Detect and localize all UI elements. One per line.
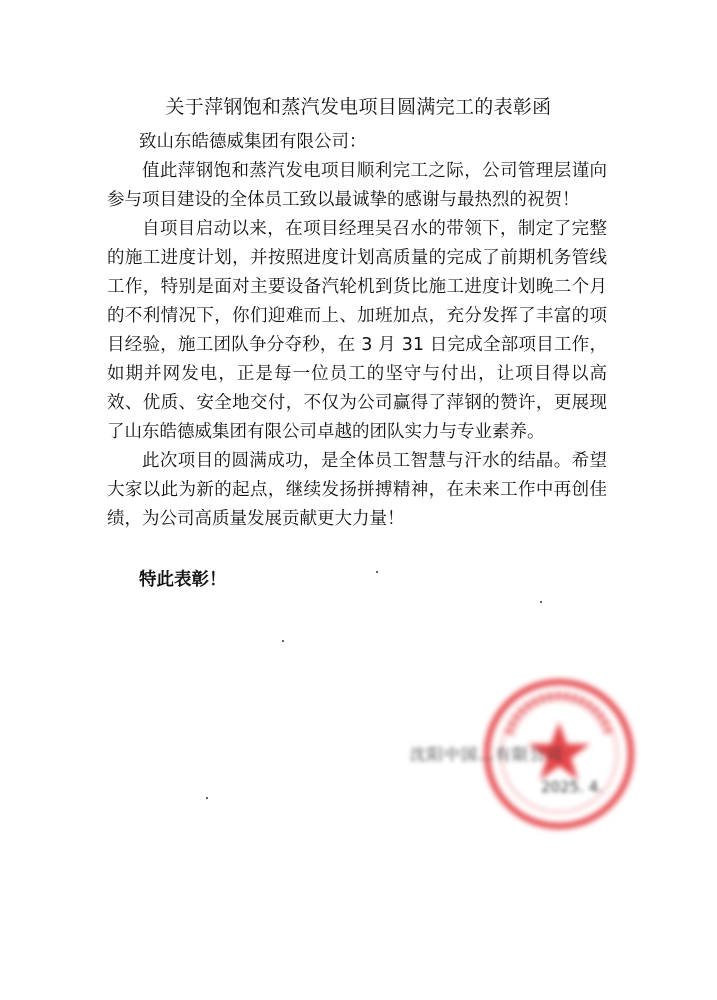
closing-line: 特此表彰！ [139,570,227,590]
speck-mark [540,601,542,603]
paragraph-3: 此次项目的圆满成功，是全体员工智慧与汗水的结晶。希望大家以此为新的起点，继续发扬拼搏精神，在未来工作中再创佳绩，为公司高质量发展贡献更大力量！ [107,451,607,529]
signature-date: 2025. 4. [541,778,604,796]
speck-mark [282,640,284,642]
speck-mark [376,571,378,573]
signature-company: 沈阳中国…有限公司 [410,745,564,764]
salutation: 致山东皓德威集团有限公司： [139,132,367,152]
paragraph-1: 值此萍钢饱和蒸汽发电项目顺利完工之际，公司管理层谨向参与项目建设的全体员工致以最诚挚的感谢与最热烈的祝贺！ [107,161,607,210]
document-title: 关于萍钢饱和蒸汽发电项目圆满完工的表彰函 [165,96,552,118]
letter-body [107,157,607,534]
paragraph-2: 自项目启动以来，在项目经理吴召水的带领下，制定了完整的施工进度计划，并按照进度计划高质量的完成了前期机务管线工作，特别是面对主要设备汽轮机到货比施工进度计划晚二个月的不利情况下，你们迎难而上、加班加点，充分发挥了丰富的项目经验，施工团队争分夺秒，在 3 月 31 日完成全部项目工作，如期并网发电，正是每一位员工的坚守与付出，让项目得以高效、优质、安全地交付，不仅为公司赢得了萍钢的赞许，更展现了山东皓德威集团有限公司卓越的团队实力与专业素养。 [107,219,607,442]
speck-mark [206,797,208,799]
